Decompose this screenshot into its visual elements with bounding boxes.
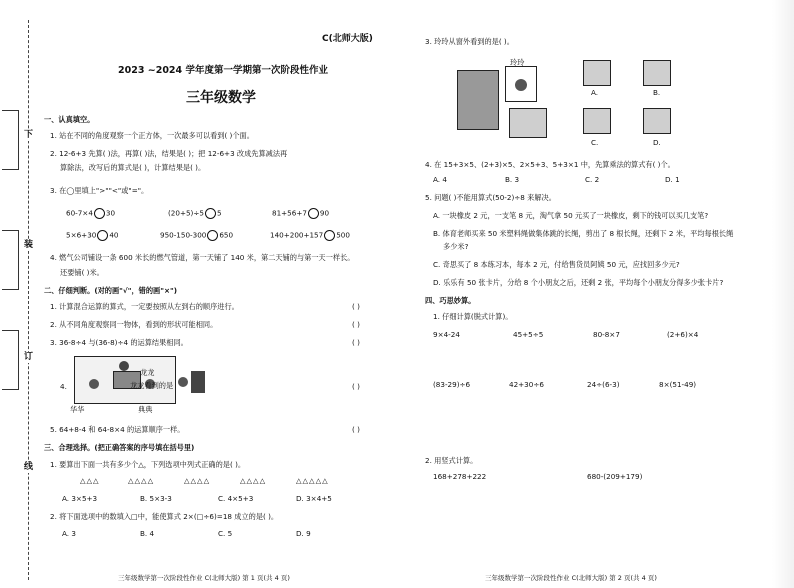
margin-box <box>2 230 19 290</box>
compare-expression: 5×6+30 40 <box>66 230 119 240</box>
choice-option[interactable]: A. <box>591 88 599 97</box>
choice-option[interactable]: C. 奇思买了 8 本练习本，每本 2 元，付给售货员阿姨 50 元，应找回多少元? <box>433 260 680 269</box>
question-text: 4. 燃气公司铺设一条 600 米长的燃气管道，第一天铺了 140 米，第二天铺的与第一天一样长。 <box>50 253 355 262</box>
answer-paren[interactable]: ( ) <box>352 382 360 391</box>
option-picture <box>583 60 611 86</box>
answer-paren[interactable]: ( ) <box>352 338 360 347</box>
choice-option[interactable]: D. 9 <box>296 529 311 538</box>
choice-option[interactable]: C. 5 <box>218 529 233 538</box>
section-title: 三、合理选择。(把正确答案的序号填在括号里) <box>44 443 195 452</box>
choice-option[interactable]: A. 3 <box>62 529 76 538</box>
calc-expression: 45+5÷5 <box>513 330 544 339</box>
question-text: 2. 将下面选项中的数填入□中，能使算式 2×(□÷6)=18 成立的是( )。 <box>50 512 279 521</box>
calc-expression: 42+30÷6 <box>509 380 544 389</box>
choice-option[interactable]: C. 4×5+3 <box>218 494 254 503</box>
choice-option[interactable]: B. 5×3-3 <box>140 494 172 503</box>
compare-circle[interactable] <box>324 230 335 241</box>
right-page <box>397 0 794 588</box>
answer-paren[interactable]: ( ) <box>352 302 360 311</box>
window-illustration <box>505 66 537 102</box>
question-text: 龙龙看到的是 <box>130 381 174 390</box>
question-text: 3. 36-8÷4 与(36-8)÷4 的运算结果相同。 <box>50 338 188 347</box>
ball-view-shape <box>178 377 188 387</box>
choice-option[interactable]: A. 3×5+3 <box>62 494 98 503</box>
compare-expression: 81+56+7 90 <box>272 208 330 218</box>
margin-char: 订 <box>24 352 34 362</box>
choice-option[interactable]: B. 3 <box>505 175 520 184</box>
question-number: 4. <box>60 382 67 391</box>
choice-option[interactable]: B. <box>653 88 661 97</box>
choice-option-cont: 多少米? <box>443 242 469 251</box>
compare-circle[interactable] <box>97 230 108 241</box>
choice-option[interactable]: D. 1 <box>665 175 680 184</box>
question-text: 1. 计算混合运算的算式，一定要按照从左到右的顺序进行。 <box>50 302 239 311</box>
girl-head <box>515 79 527 91</box>
choice-option[interactable]: C. <box>591 138 599 147</box>
compare-expression: (20+5)÷5 5 <box>168 208 222 218</box>
question-text: 2. 从不同角度观察同一物体，看到的形状可能相同。 <box>50 320 218 329</box>
page-footer: 三年级数学第一次阶段性作业 C(北师大版) 第 2 页(共 4 页) <box>485 573 657 582</box>
triangle-group: △△△△ <box>240 476 267 485</box>
question-text: 5. 64+8-4 和 64-8×4 的运算顺序一样。 <box>50 425 185 434</box>
calc-expression: (2+6)×4 <box>667 330 699 339</box>
calc-expression: (83-29)÷6 <box>433 380 471 389</box>
compare-expression: 950-150-300 650 <box>160 230 234 240</box>
choice-option[interactable]: A. 一块橡皮 2 元，一支笔 8 元，淘气拿 50 元买了一块橡皮，剩下的钱可以买几支笔? <box>433 211 709 220</box>
child-name: 华华 <box>70 405 85 414</box>
calc-expression: 680-(209+179) <box>587 472 643 481</box>
margin-box <box>2 110 19 170</box>
child-name: 龙龙 <box>140 368 155 377</box>
question-text: 3. 玲玲从窗外看到的是( )。 <box>425 37 514 46</box>
compare-circle[interactable] <box>94 208 105 219</box>
question-text: 5. 问题( )不能用算式(50-2)÷8 来解决。 <box>425 193 556 202</box>
answer-paren[interactable]: ( ) <box>352 425 360 434</box>
children-illustration <box>74 356 176 404</box>
choice-option[interactable]: B. 体育老师买来 50 米塑料绳做集体跳的长绳，剪出了 8 根长绳，还剩下 2 米，平均每根长绳 <box>433 229 734 238</box>
question-text: 3. 在◯里填上">""<"或"="。 <box>50 186 149 195</box>
compare-expression: 140+200+157 500 <box>270 230 350 240</box>
choice-option[interactable]: B. 4 <box>140 529 155 538</box>
triangle-group: △△△△ <box>128 476 155 485</box>
choice-option[interactable]: D. 3×4+5 <box>296 494 332 503</box>
question-text: 4. 在 15+3×5、(2+3)×5、2×5+3、5+3×1 中，先算乘法的算式有( )个。 <box>425 160 675 169</box>
option-picture <box>583 108 611 134</box>
question-text: 算除法，改写后的算式是( )，计算结果是( )。 <box>60 163 206 172</box>
child-head <box>89 379 99 389</box>
header-title: 2023 ~2024 学年度第一学期第一次阶段性作业 <box>118 65 328 76</box>
margin-char: 线 <box>24 462 34 472</box>
house-illustration <box>457 70 499 130</box>
triangle-group: △△△△ <box>184 476 211 485</box>
choice-option[interactable]: D. 乐乐有 50 张卡片，分给 8 个小朋友之后，还剩 2 张，平均每个小朋友分得多少张卡片? <box>433 278 724 287</box>
section-title: 二、仔细判断。(对的画"√"，错的画"×") <box>44 286 177 295</box>
option-picture <box>509 108 547 138</box>
compare-circle[interactable] <box>205 208 216 219</box>
child-name: 典典 <box>138 405 153 414</box>
triangle-group: △△△△△ <box>296 476 329 485</box>
margin-char: 下 <box>24 130 34 140</box>
section-title: 四、巧思妙算。 <box>425 296 476 305</box>
compare-expression: 60-7×4 30 <box>66 208 116 218</box>
subsection-title: 2. 用竖式计算。 <box>425 456 478 465</box>
edition-label: C(北师大版) <box>322 34 373 44</box>
compare-circle[interactable] <box>207 230 218 241</box>
section-title: 一、认真填空。 <box>44 115 95 124</box>
choice-option[interactable]: C. 2 <box>585 175 600 184</box>
calc-expression: 168+278+222 <box>433 472 487 481</box>
subject-title: 三年级数学 <box>186 90 256 106</box>
choice-option[interactable]: D. <box>653 138 661 147</box>
page-edge-shadow <box>772 0 794 588</box>
calc-expression: 24÷(6-3) <box>587 380 620 389</box>
box-view-shape <box>191 371 205 393</box>
calc-expression: 80-8×7 <box>593 330 620 339</box>
calc-expression: 9×4-24 <box>433 330 460 339</box>
page-footer: 三年级数学第一次阶段性作业 C(北师大版) 第 1 页(共 4 页) <box>118 573 290 582</box>
answer-paren[interactable]: ( ) <box>352 320 360 329</box>
girl-name: 玲玲 <box>510 58 525 67</box>
triangle-group: △△△ <box>80 476 100 485</box>
question-text: 1. 要算出下面一共有多少个△，下列选项中列式正确的是( )。 <box>50 460 246 469</box>
question-text: 1. 站在不同的角度观察一个正方体，一次最多可以看到( )个面。 <box>50 131 254 140</box>
binding-cut-line <box>28 20 29 580</box>
option-picture <box>643 60 671 86</box>
choice-option[interactable]: A. 4 <box>433 175 447 184</box>
compare-circle[interactable] <box>308 208 319 219</box>
subsection-title: 1. 仔细计算(脱式计算)。 <box>433 312 513 321</box>
child-head <box>119 361 129 371</box>
question-text: 还要铺( )米。 <box>60 268 104 277</box>
calc-expression: 8×(51-49) <box>659 380 697 389</box>
option-picture <box>643 108 671 134</box>
margin-box <box>2 330 19 390</box>
question-text: 2. 12-6+3 先算( )法，再算( )法，结果是( )；把 12-6+3 改成先算减法再 <box>50 149 288 158</box>
margin-char: 装 <box>24 240 34 250</box>
